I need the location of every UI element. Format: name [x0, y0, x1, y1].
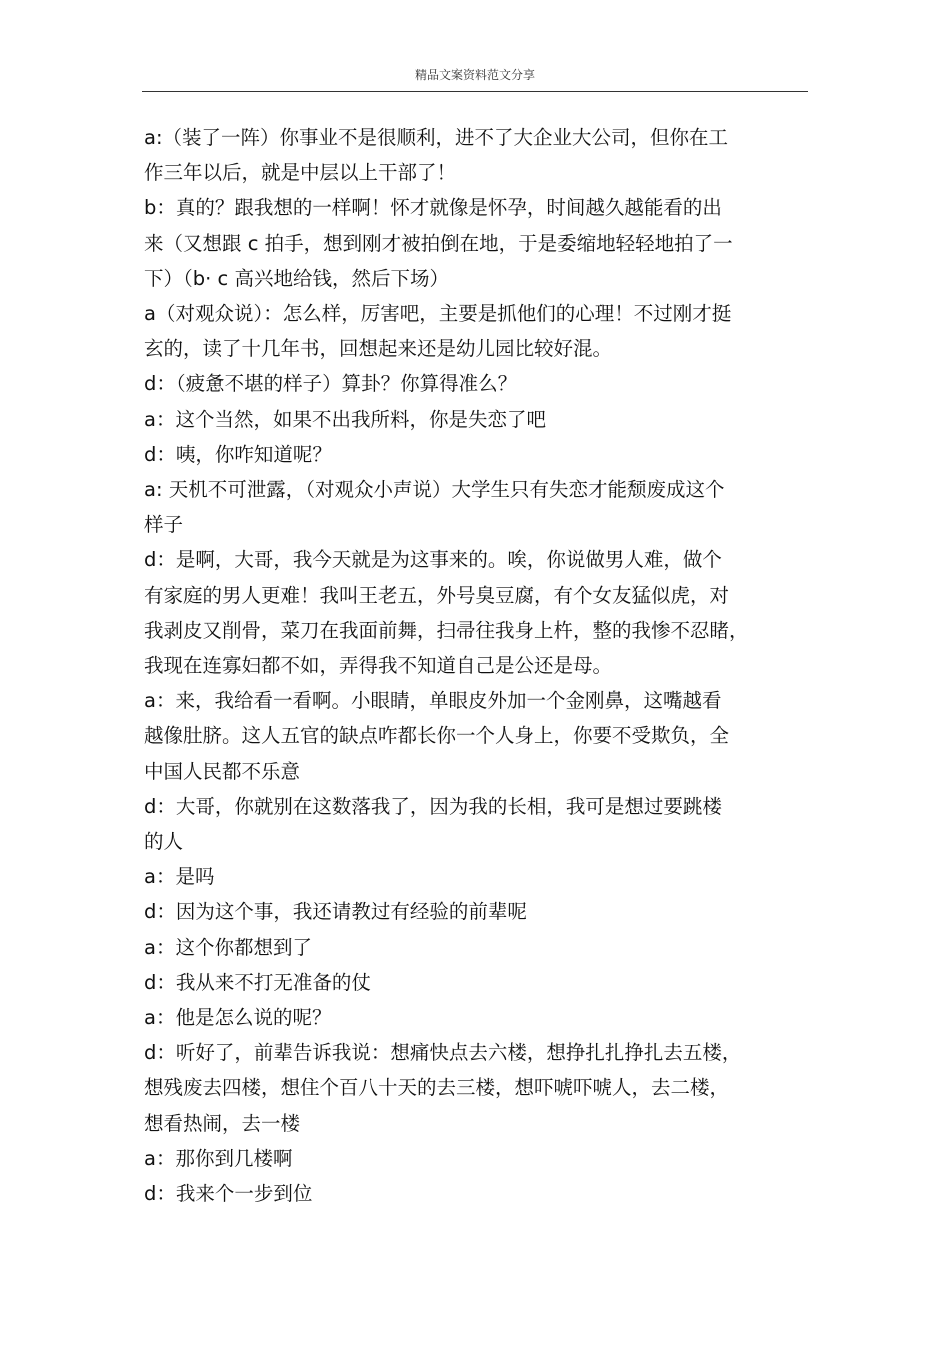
text-line: d：是啊，大哥，我今天就是为这事来的。唉，你说做男人难，做个 — [144, 548, 722, 572]
text-line: 来（又想跟 c 拍手，想到刚才被拍倒在地，于是委缩地轻轻地拍了一 — [144, 231, 733, 255]
text-line: a: 天机不可泄露，（对观众小声说）大学生只有失恋才能颓废成这个 — [144, 478, 725, 502]
text-line: d：我来个一步到位 — [144, 1182, 313, 1206]
text-line: 样子 — [144, 513, 184, 537]
text-line: a：是吗 — [144, 865, 215, 889]
text-line: d：因为这个事，我还请教过有经验的前辈呢 — [144, 900, 527, 924]
text-line: 下）（b· c 高兴地给钱，然后下场） — [144, 266, 449, 290]
text-line: 玄的，读了十几年书，回想起来还是幼儿园比较好混。 — [144, 337, 613, 361]
page-header: 精品文案资料范文分享 — [414, 68, 535, 82]
text-line: 中国人民都不乐意 — [144, 759, 301, 783]
text-line: a：这个当然，如果不出我所料，你是失恋了吧 — [144, 407, 546, 431]
text-line: a：来，我给看一看啊。小眼睛，单眼皮外加一个金刚鼻，这嘴越看 — [144, 689, 722, 713]
text-line: 想残废去四楼，想住个百八十天的去三楼，想吓唬吓唬人，去二楼， — [144, 1076, 730, 1100]
text-line: 的人 — [144, 830, 184, 854]
text-line: d：（疲惫不堪的样子）算卦？你算得准么？ — [144, 372, 518, 396]
text-line: a（对观众说）：怎么样，厉害吧，主要是抓他们的心理！不过刚才挺 — [144, 302, 732, 326]
text-line: 有家庭的男人更难！我叫王老五，外号臭豆腐，有个女友猛似虎，对 — [144, 583, 730, 607]
text-line: a:（装了一阵）你事业不是很顺利，进不了大企业大公司，但你在工 — [144, 126, 729, 149]
text-line: 我现在连寡妇都不如，弄得我不知道自己是公还是母。 — [144, 654, 613, 678]
header-divider — [142, 91, 808, 92]
document-body — [144, 120, 794, 1211]
text-line: a：这个你都想到了 — [144, 935, 312, 959]
text-line: 作三年以后，就是中层以上干部了！ — [144, 161, 457, 185]
text-line: d：大哥，你就别在这数落我了，因为我的长相，我可是想过要跳楼 — [144, 794, 722, 818]
text-line: d：咦，你咋知道呢？ — [144, 442, 332, 466]
text-line: d：听好了，前辈告诉我说：想痛快点去六楼，想挣扎扎挣扎去五楼， — [144, 1041, 742, 1065]
text-line: 越像肚脐。这人五官的缺点咋都长你一个人身上，你要不受欺负，全 — [144, 724, 730, 748]
text-line: 想看热闹，去一楼 — [144, 1111, 301, 1135]
text-line: a：那你到几楼啊 — [144, 1146, 293, 1170]
text-line: b：真的？跟我想的一样啊！怀才就像是怀孕，时间越久越能看的出 — [144, 196, 722, 220]
text-line: d：我从来不打无准备的仗 — [144, 970, 371, 994]
text-line: 我剥皮又削骨，菜刀在我面前舞，扫帚往我身上杵，整的我惨不忍睹， — [144, 618, 749, 642]
text-line: a：他是怎么说的呢？ — [144, 1006, 332, 1030]
